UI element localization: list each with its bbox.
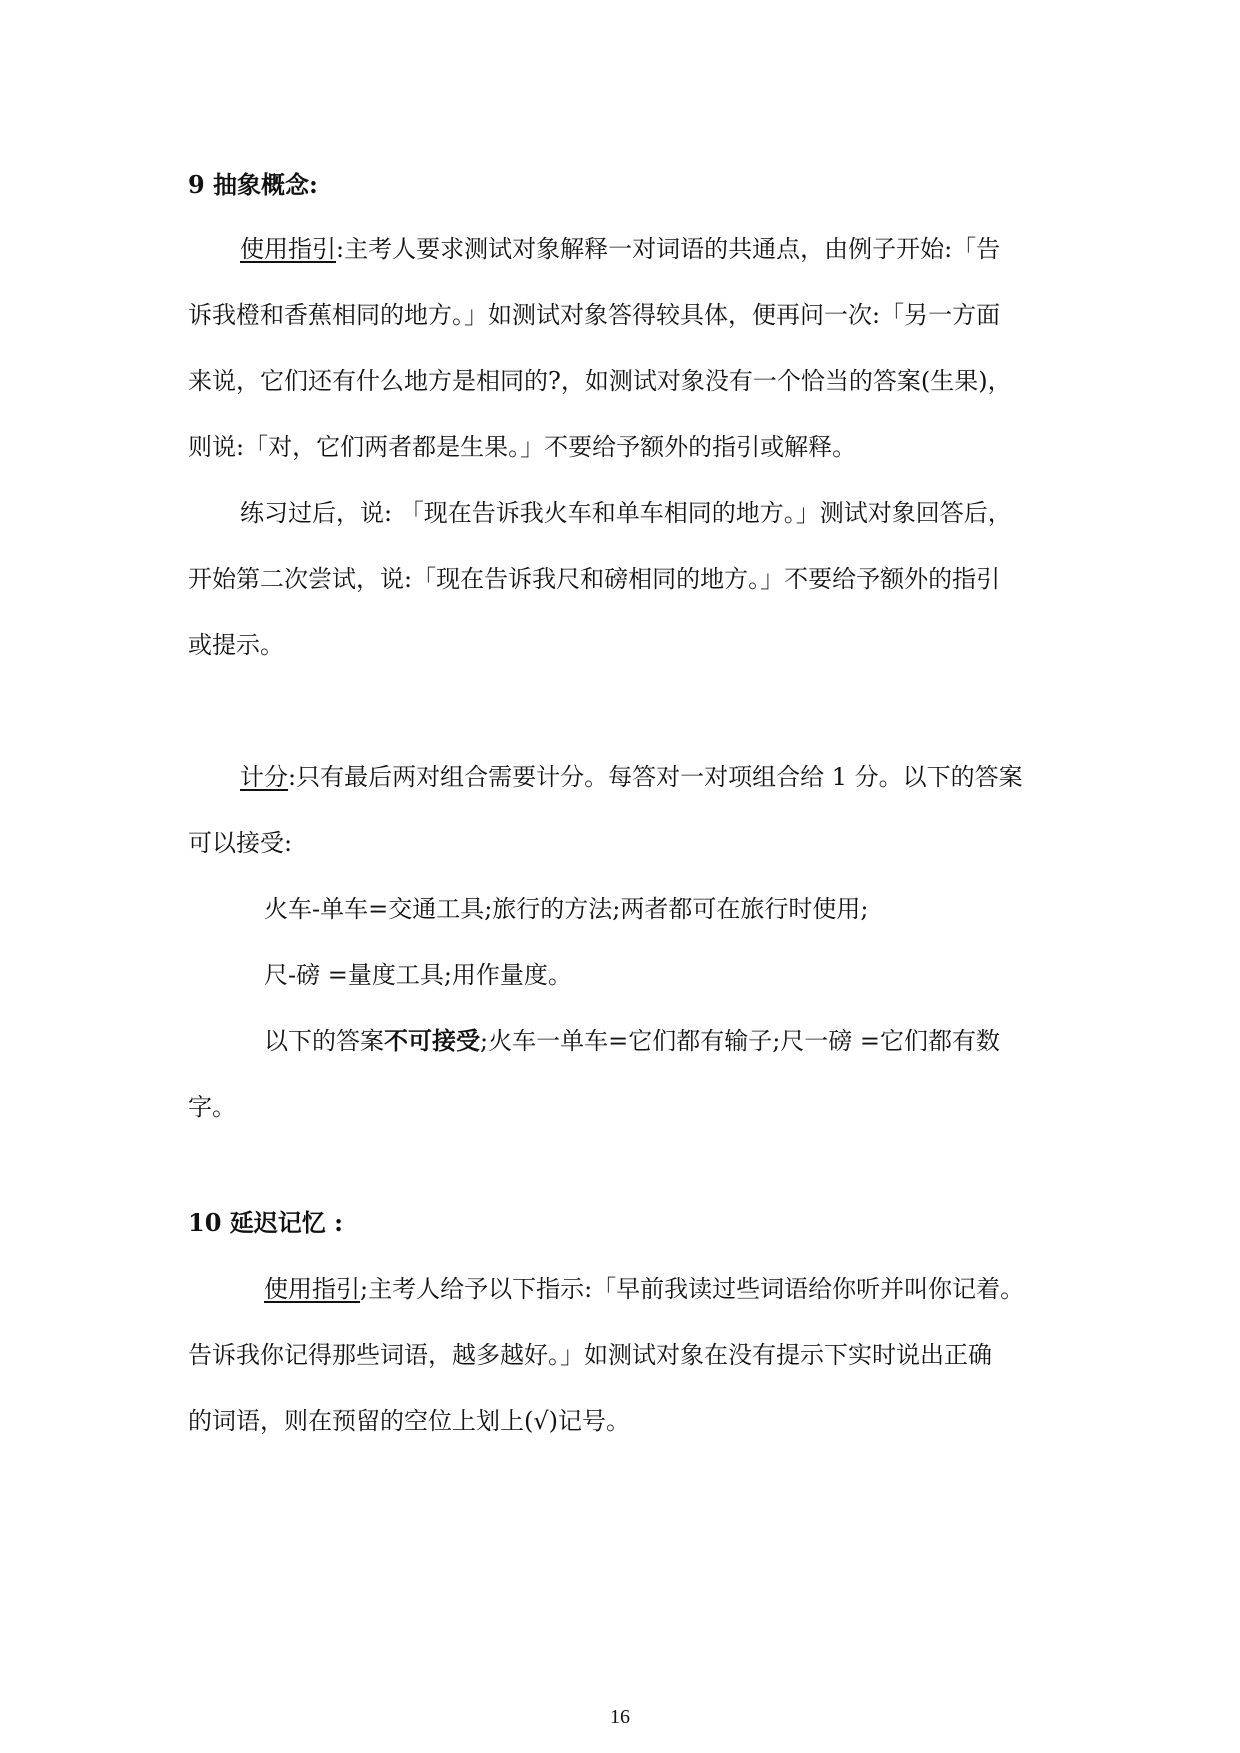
s9-p2-line3: 或提示。 (188, 631, 284, 659)
s10-p1-line3: 的词语，则在预留的空位上划上(√)记号。 (188, 1407, 631, 1435)
section-9-heading: 9 抽象概念: (188, 170, 318, 199)
rejected-prefix: 以下的答案 (264, 1027, 384, 1055)
s9-p1-line1-text: :主考人要求测试对象解释一对词语的共通点，由例子开始:「告 (336, 235, 1001, 263)
s9-p2-line1: 练习过后，说: 「现在告诉我火车和单车相同的地方。」测试对象回答后， (240, 499, 1012, 527)
rejected-rest: ;火车一单车=它们都有输子;尺一磅 =它们都有数 (480, 1027, 1001, 1055)
s9-p1-line3: 来说，它们还有什么地方是相同的?，如测试对象没有一个恰当的答案(生果)， (188, 367, 1012, 395)
s9-p1-line2: 诉我橙和香蕉相同的地方。」如测试对象答得较具体，便再问一次:「另一方面 (188, 301, 1001, 329)
page-number: 16 (610, 1706, 630, 1728)
s9-p1-line1 (240, 232, 1000, 266)
s9-scoring-line1-text: :只有最后两对组合需要计分。每答对一对项组合给 1 分。以下的答案 (288, 763, 1023, 791)
usage-guide-label-2: 使用指引 (264, 1275, 360, 1303)
section-10-heading: 10 延迟记忆 : (188, 1208, 343, 1237)
s9-rejected-answers-line2: 字。 (188, 1093, 236, 1121)
s9-p2-line2: 开始第二次尝试，说:「现在告诉我尺和磅相同的地方。」不要给予额外的指引 (188, 565, 1001, 593)
not-acceptable-label: 不可接受 (384, 1026, 480, 1055)
usage-guide-label: 使用指引 (240, 235, 336, 263)
s9-scoring-line1 (240, 760, 1023, 794)
s10-p1-line2: 告诉我你记得那些词语，越多越好。」如测试对象在没有提示下实时说出正确 (188, 1341, 992, 1369)
s9-scoring-line2: 可以接受: (188, 829, 293, 857)
s9-p1-line4: 则说:「对，它们两者都是生果。」不要给予额外的指引或解释。 (188, 433, 857, 461)
s10-p1-line1 (264, 1272, 1024, 1306)
s10-p1-line1-text: ;主考人给予以下指示:「早前我读过些词语给你听并叫你记着。 (360, 1275, 1025, 1303)
s9-accepted-answer-2: 尺-磅 =量度工具;用作量度。 (264, 961, 572, 989)
s9-rejected-answers-line1 (264, 1024, 1000, 1058)
scoring-label: 计分 (240, 763, 288, 791)
s9-accepted-answer-1: 火车-单车=交通工具;旅行的方法;两者都可在旅行时使用; (264, 895, 869, 923)
